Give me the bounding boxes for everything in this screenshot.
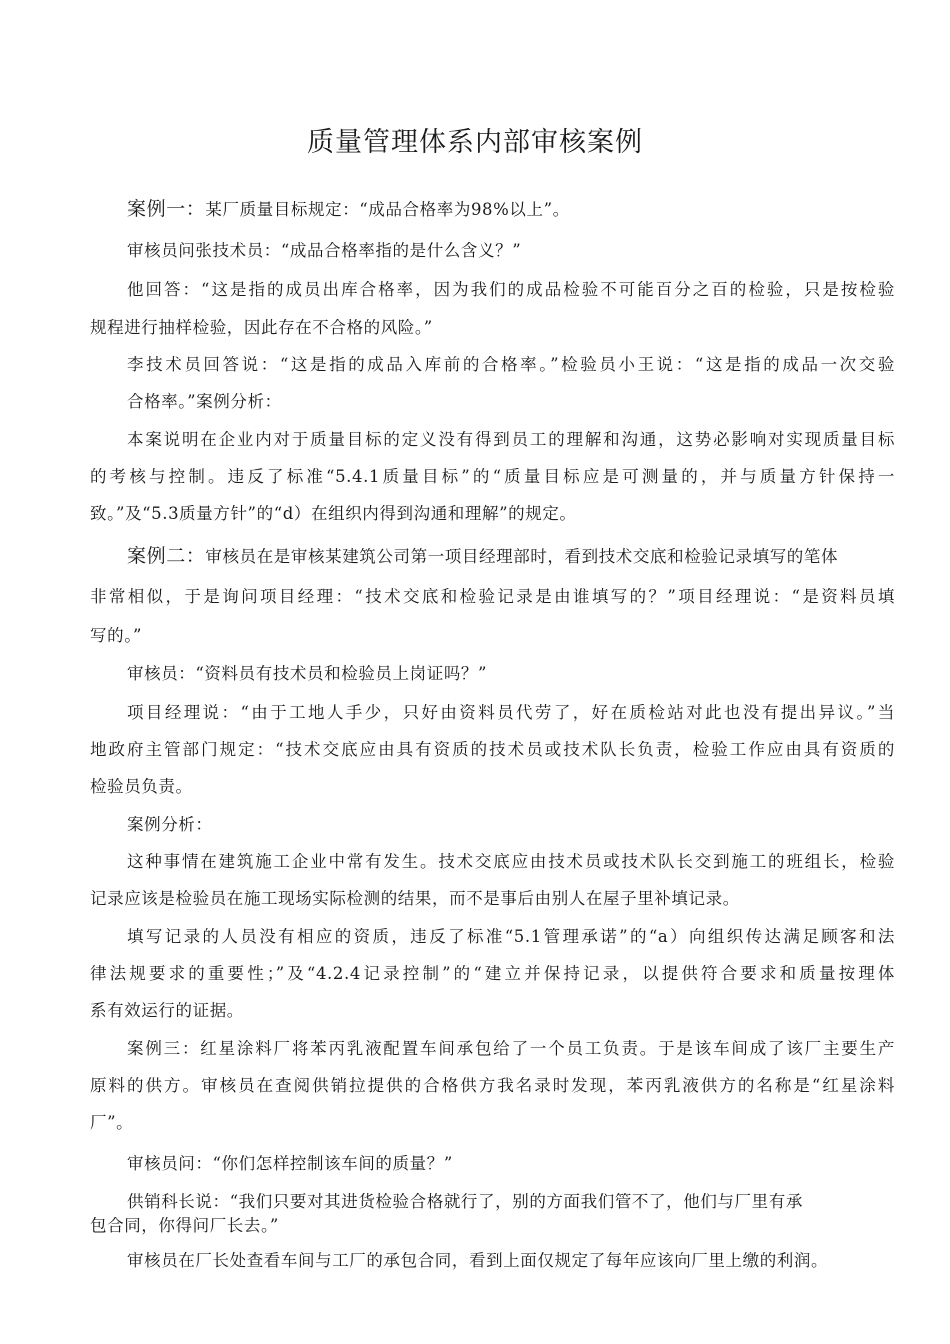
paragraph-line: 地政府主管部门规定：“技术交底应由具有资质的技术员或技术队长负责，检验工作应由具有资质的 <box>90 740 895 759</box>
paragraph-line: 律法规要求的重要性；”及“4.2.4记录控制”的“建立并保持记录，以提供符合要求和质量按理体 <box>90 964 895 983</box>
paragraph-line: 致。”及“5.3质量方针”的“d）在组织内得到沟通和理解”的规定。 <box>90 504 577 523</box>
case2-intro-text: 审核员在是审核某建筑公司第一项目经理部时，看到技术交底和检验记录填写的笔体 <box>205 547 839 566</box>
paragraph-line: 非常相似，于是询问项目经理：“技术交底和检验记录是由谁填写的？”项目经理说：“是资料员填 <box>90 587 895 606</box>
paragraph-line: 项目经理说：“由于工地人手少，只好由资料员代劳了，好在质检站对此也没有提出异议。”当 <box>127 703 895 722</box>
case2-intro <box>127 545 895 568</box>
paragraph-line: 供销科长说：“我们只要对其进货检验合格就行了，别的方面我们管不了，他们与厂里有承 <box>127 1192 803 1211</box>
paragraph-line: 原料的供方。审核员在查阅供销拉提供的合格供方我名录时发现，苯丙乳液供方的名称是“红星涂料 <box>90 1076 895 1095</box>
paragraph-line: 案例三：红星涂料厂将苯丙乳液配置车间承包给了一个员工负责。于是该车间成了该厂主要生产 <box>127 1039 895 1058</box>
paragraph-line: 厂”。 <box>90 1113 134 1132</box>
paragraph-line: 包合同，你得问厂长去。” <box>90 1216 279 1235</box>
case2-heading: 案例二： <box>127 545 206 567</box>
paragraph-line: 审核员：“资料员有技术员和检验员上岗证吗？” <box>127 664 488 683</box>
paragraph-line: 检验员负责。 <box>90 777 193 796</box>
paragraph-line: 合格率。”案例分析： <box>127 392 282 411</box>
paragraph-line: 系有效运行的证据。 <box>90 1001 244 1020</box>
paragraph-line: 李技术员回答说：“这是指的成品入库前的合格率。”检验员小王说：“这是指的成品一次交验 <box>127 355 895 374</box>
paragraph-line: 记录应该是检验员在施工现场实际检测的结果，而不是事后由别人在屋子里补填记录。 <box>90 889 740 908</box>
paragraph-line: 审核员问：“你们怎样控制该车间的质量？” <box>127 1154 453 1173</box>
paragraph-line: 写的。” <box>90 626 143 645</box>
case1-intro <box>127 198 895 221</box>
paragraph-line: 审核员在厂长处查看车间与工厂的承包合同，看到上面仅规定了每年应该向厂里上缴的利润。 <box>127 1251 829 1270</box>
paragraph-line: 审核员问张技术员：“成品合格率指的是什么含义？” <box>127 241 522 260</box>
case1-heading: 案例一： <box>127 198 206 220</box>
page-title: 质量管理体系内部审核案例 <box>307 127 643 158</box>
paragraph-line: 他回答：“这是指的成员出库合格率，因为我们的成品检验不可能百分之百的检验，只是按检验 <box>127 280 895 299</box>
paragraph-line: 填写记录的人员没有相应的资质，违反了标准“5.1管理承诺”的“a）向组织传达满足顾客和法 <box>127 927 895 946</box>
case1-intro-text: 某厂质量目标规定：“成品合格率为98%以上”。 <box>205 200 570 219</box>
paragraph-line: 这种事情在建筑施工企业中常有发生。技术交底应由技术员或技术队长交到施工的班组长，检验 <box>127 852 895 871</box>
paragraph-line: 的考核与控制。违反了标准“5.4.1质量目标”的“质量目标应是可测量的，并与质量方针保持一 <box>90 467 895 486</box>
paragraph-line: 本案说明在企业内对于质量目标的定义没有得到员工的理解和沟通，这势必影响对实现质量目标 <box>127 430 895 449</box>
paragraph-line: 规程进行抽样检验，因此存在不合格的风险。” <box>90 318 433 337</box>
paragraph-line: 案例分析： <box>127 815 213 834</box>
